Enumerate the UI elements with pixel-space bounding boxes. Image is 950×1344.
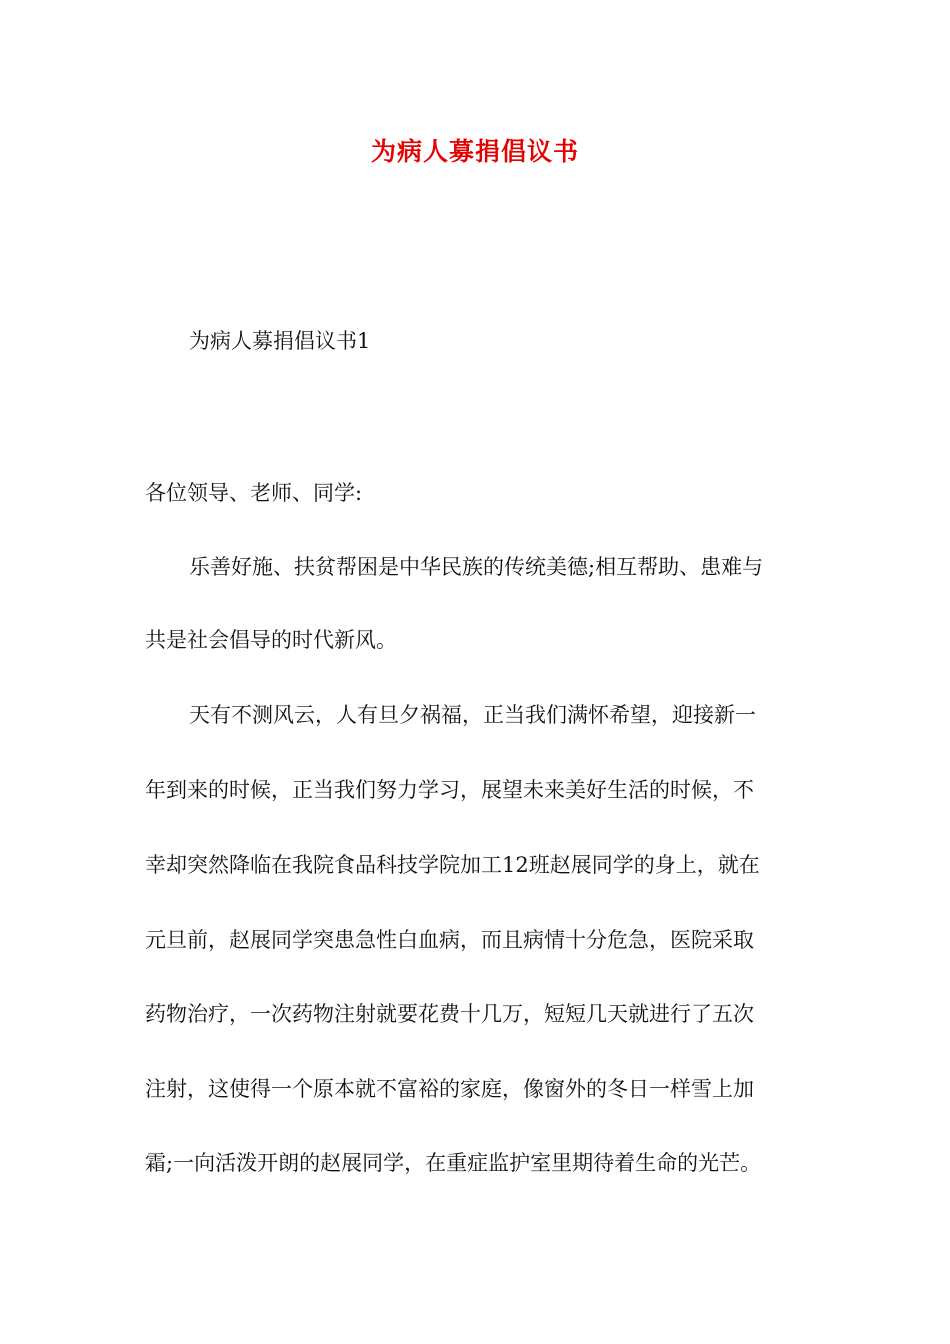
- paragraph-2-line-3: 幸却突然降临在我院食品科技学院加工12班赵展同学的身上，就在: [145, 853, 760, 877]
- section-heading: 为病人募捐倡议书1: [189, 329, 371, 353]
- paragraph-2-line-7: 霜;一向活泼开朗的赵展同学，在重症监护室里期待着生命的光芒。: [145, 1151, 762, 1175]
- document-title: 为病人募捐倡议书: [370, 137, 579, 166]
- paragraph-2-line-6: 注射，这使得一个原本就不富裕的家庭，像窗外的冬日一样雪上加: [145, 1077, 754, 1101]
- paragraph-2-line-5: 药物治疗，一次药物注射就要花费十几万，短短几天就进行了五次: [145, 1002, 754, 1026]
- paragraph-2-line-2: 年到来的时候，正当我们努力学习，展望未来美好生活的时候，不: [145, 778, 754, 802]
- paragraph-2-line-1: 天有不测风云，人有旦夕祸福，正当我们满怀希望，迎接新一: [189, 703, 756, 727]
- salutation: 各位领导、老师、同学:: [145, 481, 363, 505]
- paragraph-1-line-1: 乐善好施、扶贫帮困是中华民族的传统美德;相互帮助、患难与: [189, 555, 764, 579]
- paragraph-1-line-2: 共是社会倡导的时代新风。: [145, 628, 397, 652]
- paragraph-2-line-4: 元旦前，赵展同学突患急性白血病，而且病情十分危急，医院采取: [145, 928, 754, 952]
